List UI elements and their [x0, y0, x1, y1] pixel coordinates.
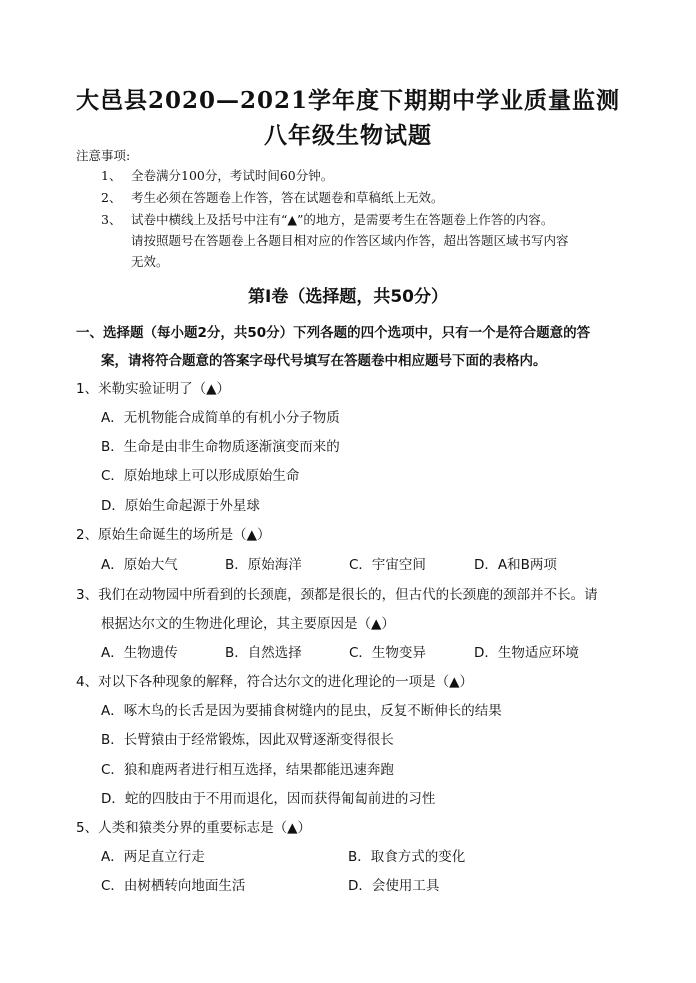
notice-item-3	[101, 210, 553, 228]
question-3-option-c: C．生物变异	[349, 645, 426, 661]
question-1-option-b: B．生命是由非生命物质逐渐演变而来的	[101, 439, 340, 455]
question-4-option-b: B．长臂猿由于经常锻炼，因此双臂逐渐变得很长	[101, 732, 394, 748]
question-5-stem: 5、人类和猿类分界的重要标志是（▲）	[76, 820, 311, 836]
question-3-option-d: D．生物适应环境	[474, 645, 579, 661]
question-5-options-row1	[101, 845, 601, 865]
question-2-options	[101, 553, 621, 573]
question-1-stem: 1、米勒实验证明了（▲）	[76, 381, 230, 397]
question-5-option-c: C．由树栖转向地面生活	[101, 878, 246, 894]
notice-heading: 注意事项:	[76, 148, 131, 163]
notice-item-1	[101, 166, 333, 184]
notice-item-number: 3、	[101, 212, 122, 227]
question-5-option-a: A．两足直立行走	[101, 849, 205, 865]
question-3-option-a: A．生物遗传	[101, 645, 178, 661]
question-1-option-d: D．原始生命起源于外星球	[101, 498, 260, 514]
question-2-option-d: D．A和B两项	[474, 557, 557, 573]
question-4-option-d: D．蛇的四肢由于不用而退化，因而获得匍匐前进的习性	[101, 791, 436, 807]
notice-item-number: 1、	[101, 168, 122, 183]
notice-item-text: 全卷满分100分，考试时间60分钟。	[131, 168, 334, 183]
section-instruction-line2: 案，请将符合题意的答案字母代号填写在答题卷中相应题号下面的表格内。	[101, 353, 547, 369]
question-5-options-row2	[101, 874, 601, 894]
notice-item-2	[101, 188, 444, 206]
notice-item-3-continuation-end: 无效。	[131, 254, 169, 269]
question-3-stem-line1: 3、我们在动物园中所看到的长颈鹿，颈都是很长的，但古代的长颈鹿的颈部并不长。请	[76, 587, 598, 603]
question-4-stem: 4、对以下各种现象的解释，符合达尔文的进化理论的一项是（▲）	[76, 674, 473, 690]
question-5-option-d: D．会使用工具	[348, 878, 440, 894]
exam-title-line2: 八年级生物试题	[264, 122, 432, 149]
question-2-option-a: A．原始大气	[101, 557, 178, 573]
question-3-option-b: B．自然选择	[225, 645, 302, 661]
notice-item-text: 试卷中横线上及括号中注有“▲”的地方，是需要考生在答题卷上作答的内容。	[131, 212, 554, 227]
section-instruction-line1: 一、选择题（每小题2分，共50分）下列各题的四个选项中，只有一个是符合题意的答	[76, 325, 591, 341]
question-1-option-c: C．原始地球上可以形成原始生命	[101, 468, 300, 484]
question-2-option-b: B．原始海洋	[225, 557, 302, 573]
question-2-stem: 2、原始生命诞生的场所是（▲）	[76, 527, 271, 543]
question-3-options	[101, 641, 621, 661]
notice-item-number: 2、	[101, 190, 122, 205]
question-4-option-c: C．狼和鹿两者进行相互选择，结果都能迅速奔跑	[101, 762, 394, 778]
question-1-option-a: A．无机物能合成简单的有机小分子物质	[101, 410, 340, 426]
notice-item-3-continuation: 请按照题号在答题卷上各题目相对应的作答区域内作答，超出答题区域书写内容	[131, 233, 569, 248]
question-4-option-a: A．啄木鸟的长舌是因为要捕食树缝内的昆虫，反复不断伸长的结果	[101, 703, 502, 719]
question-3-stem-line2: 根据达尔文的生物进化理论，其主要原因是（▲）	[101, 616, 395, 632]
notice-item-text: 考生必须在答题卷上作答，答在试题卷和草稿纸上无效。	[131, 190, 444, 205]
section-title: 第Ⅰ卷（选择题，共50分）	[248, 287, 448, 307]
question-5-option-b: B．取食方式的变化	[348, 849, 466, 865]
question-2-option-c: C．宇宙空间	[349, 557, 426, 573]
exam-title-line1: 大邑县2020—2021学年度下期期中学业质量监测	[75, 87, 621, 114]
